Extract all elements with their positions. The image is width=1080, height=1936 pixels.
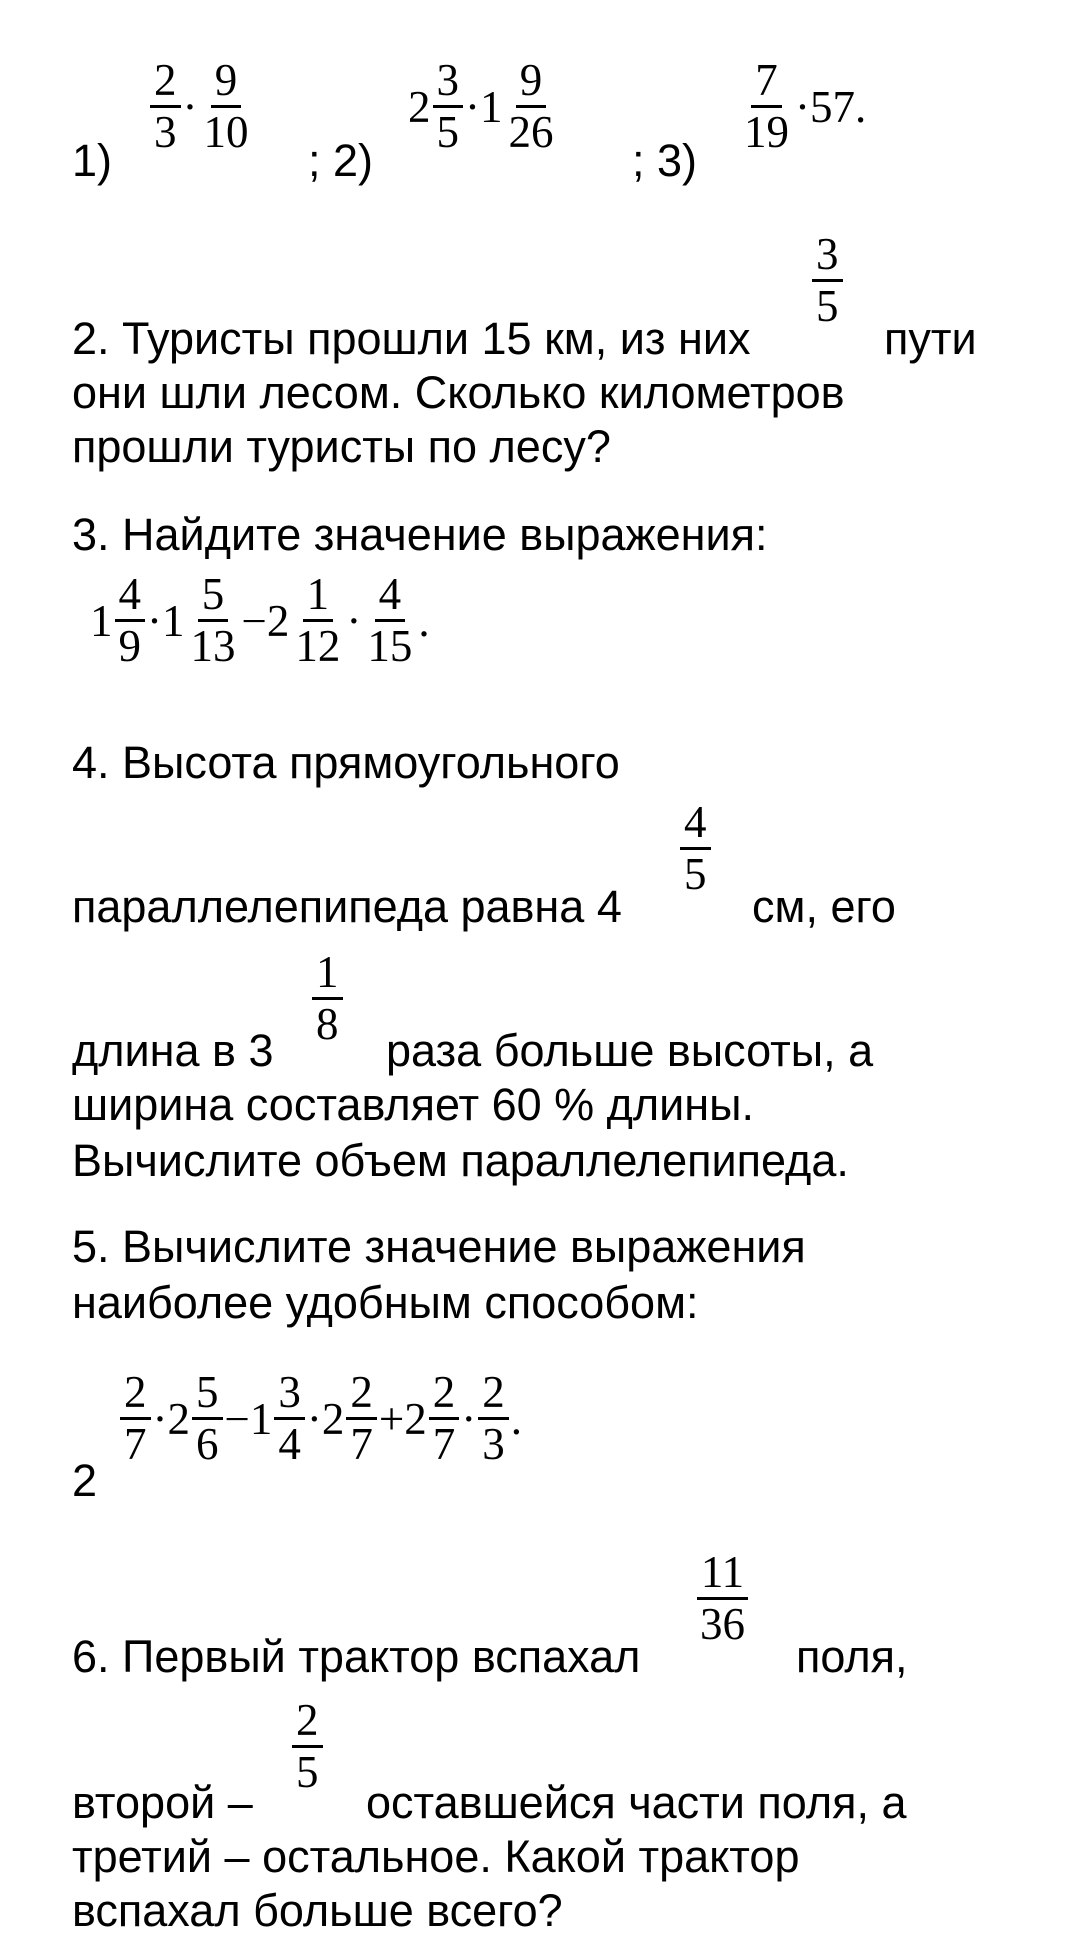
fraction-numerator: 4: [680, 800, 711, 850]
minus-sign: −: [224, 1393, 250, 1444]
fraction-numerator: 5: [198, 572, 229, 622]
multiply-sign: ·: [147, 595, 162, 646]
multiply-sign: ·: [346, 595, 362, 646]
problem6-line2-text: второй –: [72, 1777, 253, 1828]
problem2-line1-text: 2. Туристы прошли 15 км, из них: [72, 313, 751, 364]
problem4-fraction-2: [310, 947, 345, 1049]
fraction-numerator: 2: [478, 1370, 509, 1420]
problem4-line5: Вычислите объем параллелепипеда.: [72, 1135, 849, 1186]
fraction-denominator: 5: [816, 281, 839, 331]
fraction-numerator: 1: [303, 572, 334, 622]
whole-number: 1: [162, 595, 185, 646]
problem2-line2: они шли лесом. Сколько километров: [72, 367, 845, 418]
fraction-denominator: 5: [684, 849, 707, 899]
fraction-denominator: 10: [203, 107, 249, 157]
problem1-expression-3: [738, 55, 867, 157]
fraction-numerator: 2: [429, 1370, 460, 1420]
fraction-numerator: 9: [211, 58, 242, 108]
whole-number: 1: [249, 1393, 273, 1444]
problem6-fraction-2: [290, 1695, 325, 1797]
problem1-expression-1: [148, 55, 255, 157]
fraction-denominator: 19: [744, 107, 789, 157]
whole-number: 1: [90, 595, 113, 646]
problem2-line1-end: пути: [884, 313, 977, 364]
fraction-denominator: 36: [700, 1599, 745, 1649]
problem4-fraction-1: [678, 797, 713, 899]
fraction-denominator: 13: [190, 621, 236, 671]
problem4-line2-end: см, его: [752, 881, 896, 932]
expression-tail: ·57.: [795, 81, 867, 132]
fraction-denominator: 26: [508, 107, 554, 157]
period: .: [510, 1393, 523, 1444]
problem4-line3-text: длина в 3: [72, 1025, 274, 1076]
multiply-sign: ·: [152, 1393, 168, 1444]
fraction-numerator: 7: [751, 58, 782, 108]
problem4-line2-text: параллелепипеда равна 4: [72, 881, 622, 932]
problem1-label-1: 1): [72, 135, 113, 186]
problem5-lead-number: 2: [72, 1455, 98, 1506]
fraction-denominator: 9: [118, 621, 141, 671]
fraction-numerator: 2: [120, 1370, 151, 1420]
fraction-denominator: 12: [295, 621, 341, 671]
problem1-label-3: ; 3): [632, 135, 698, 186]
multiply-sign: ·: [461, 1393, 477, 1444]
problem6-line4: вспахал больше всего?: [72, 1885, 563, 1936]
multiply-sign: ·: [182, 81, 198, 132]
fraction-denominator: 5: [436, 107, 459, 157]
fraction-numerator: 5: [192, 1370, 223, 1420]
problem4-line4: ширина составляет 60 % длины.: [72, 1079, 755, 1130]
fraction-denominator: 7: [432, 1419, 456, 1469]
fraction-denominator: 3: [482, 1419, 505, 1469]
whole-number: 2: [404, 1393, 427, 1444]
plus-sign: +: [378, 1393, 405, 1444]
fraction-numerator: 3: [274, 1370, 305, 1420]
fraction-numerator: 3: [433, 58, 464, 108]
problem6-fraction-1: [694, 1547, 751, 1649]
whole-number: 2: [167, 1393, 190, 1444]
multiply-sign: ·: [306, 1393, 322, 1444]
fraction-numerator: 1: [312, 950, 343, 1000]
problem3-expression: [90, 569, 430, 671]
problem5-line2: наиболее удобным способом:: [72, 1277, 699, 1328]
fraction-denominator: 4: [278, 1419, 301, 1469]
period: .: [418, 595, 430, 646]
problem6-line3: третий – остальное. Какой трактор: [72, 1831, 800, 1882]
problem5-expression: [118, 1367, 523, 1469]
fraction-numerator: 11: [697, 1550, 748, 1600]
fraction-numerator: 2: [150, 58, 181, 108]
multiply-sign: ·: [465, 81, 480, 132]
problem4-line1: 4. Высота прямоугольного: [72, 737, 620, 788]
fraction-denominator: 3: [154, 107, 177, 157]
problem3-title: 3. Найдите значение выражения:: [72, 509, 768, 560]
fraction-numerator: 4: [115, 572, 146, 622]
fraction-numerator: 2: [346, 1370, 377, 1420]
problem2-fraction: [810, 229, 845, 331]
whole-number: 1: [480, 81, 503, 132]
problem5-line1: 5. Вычислите значение выражения: [72, 1221, 806, 1272]
fraction-numerator: 9: [516, 58, 547, 108]
problem1-expression-2: [408, 55, 560, 157]
problem6-line1-end: поля,: [796, 1631, 908, 1682]
minus-sign: −: [241, 595, 267, 646]
whole-number: 2: [266, 595, 290, 646]
fraction-numerator: 2: [292, 1698, 323, 1748]
fraction-denominator: 7: [350, 1419, 373, 1469]
problem1-label-2: ; 2): [308, 135, 374, 186]
fraction-denominator: 15: [367, 621, 413, 671]
problem6-line2-end: оставшейся части поля, а: [366, 1777, 907, 1828]
problem2-line3: прошли туристы по лесу?: [72, 421, 611, 472]
fraction-numerator: 3: [812, 232, 843, 282]
fraction-denominator: 6: [196, 1419, 219, 1469]
fraction-denominator: 8: [316, 999, 339, 1049]
problem4-line3-end: раза больше высоты, а: [386, 1025, 874, 1076]
fraction-numerator: 4: [375, 572, 406, 622]
fraction-denominator: 7: [124, 1419, 147, 1469]
whole-number: 2: [408, 81, 431, 132]
whole-number: 2: [321, 1393, 345, 1444]
fraction-denominator: 5: [296, 1747, 319, 1797]
problem6-line1-text: 6. Первый трактор вспахал: [72, 1631, 641, 1682]
